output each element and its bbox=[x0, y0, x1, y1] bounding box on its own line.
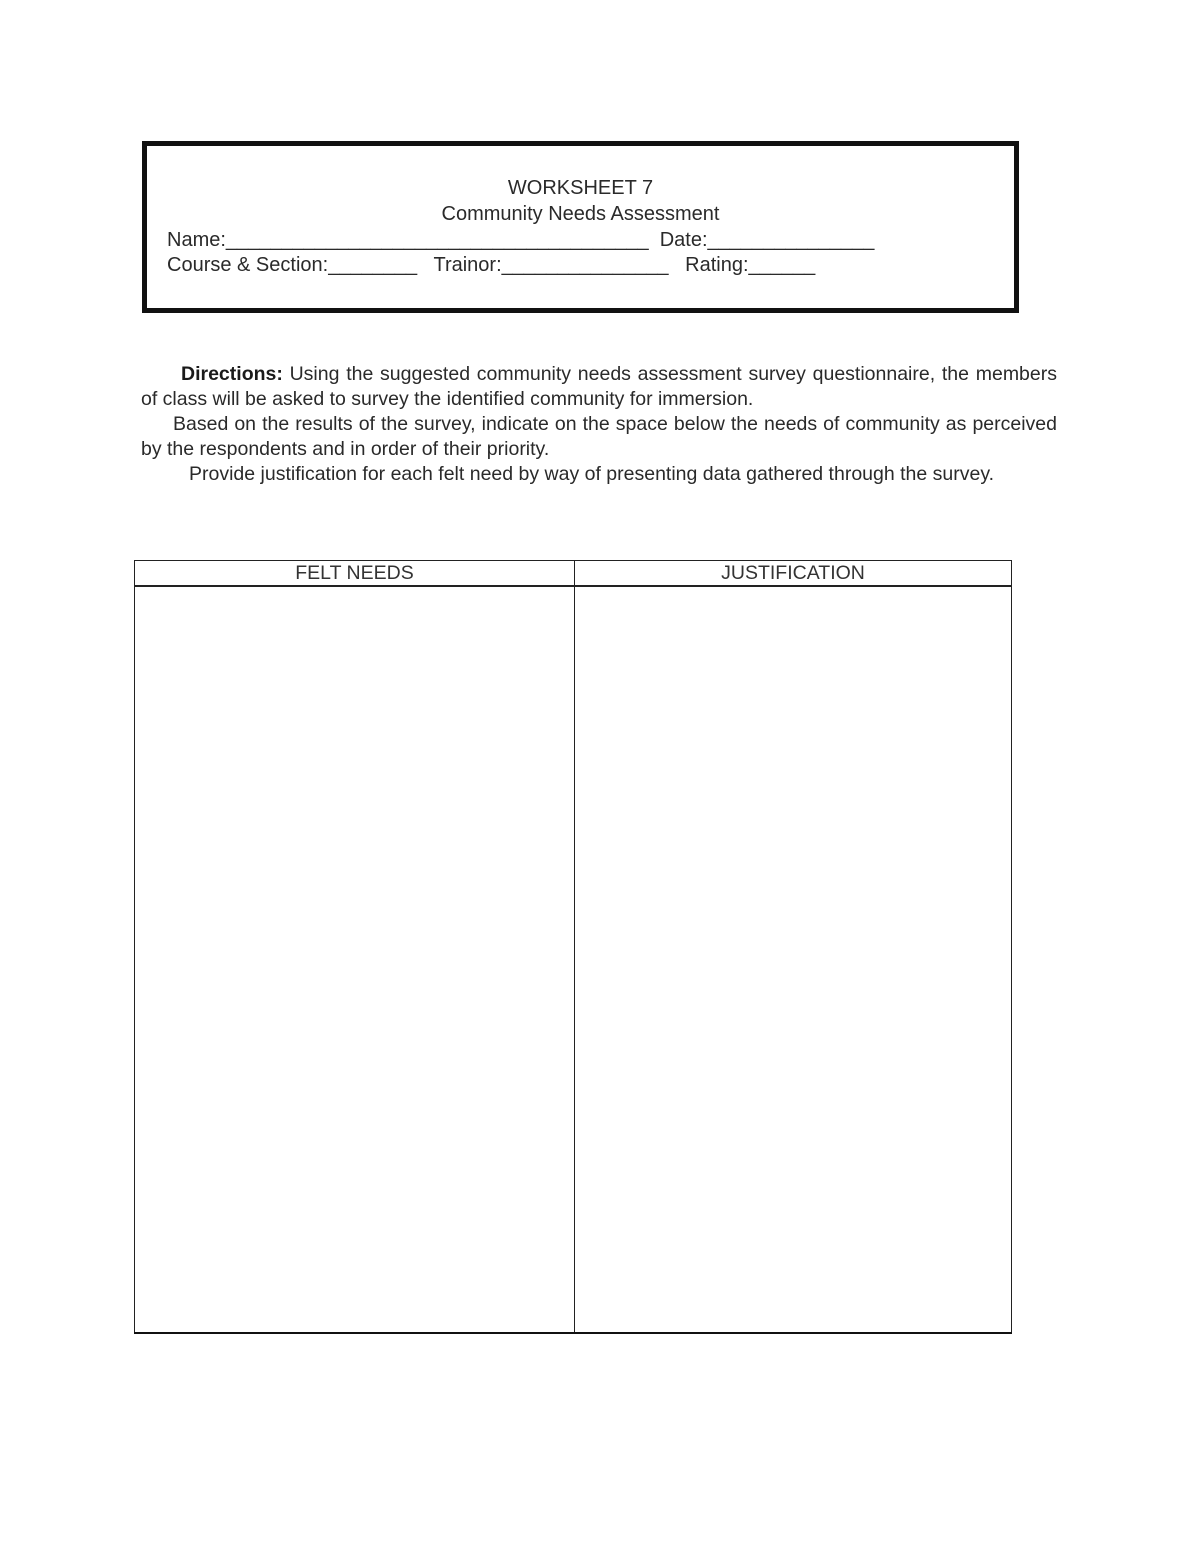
table-row bbox=[135, 586, 1012, 1333]
course-trainor-rating-line: Course & Section:________ Trainor:_______________ Rating:______ bbox=[167, 254, 816, 276]
justification-header: JUSTIFICATION bbox=[575, 561, 1012, 587]
justification-cell[interactable] bbox=[575, 586, 1012, 1333]
felt-needs-cell[interactable] bbox=[135, 586, 575, 1333]
felt-needs-table bbox=[134, 560, 1012, 1334]
directions-section bbox=[141, 362, 1057, 487]
table-header-row bbox=[135, 561, 1012, 587]
worksheet-subtitle: Community Needs Assessment bbox=[441, 203, 720, 225]
directions-paragraph-2: Based on the results of the survey, indicate on the space below the needs of community as perceived by the respondents and in order of their priority. bbox=[141, 413, 1057, 460]
name-date-line: Name:______________________________________ Date:_______________ bbox=[167, 229, 875, 251]
worksheet-header-box bbox=[142, 141, 1019, 313]
directions-paragraph-1 bbox=[141, 362, 1057, 412]
directions-text-1: Using the suggested community needs assessment survey questionnaire, the members of class will be asked to survey the identified community for immersion. bbox=[141, 363, 1057, 410]
directions-label: Directions: bbox=[181, 363, 283, 385]
worksheet-title: WORKSHEET 7 bbox=[507, 177, 654, 199]
directions-paragraph-3: Provide justification for each felt need by way of presenting data gathered through the survey. bbox=[189, 463, 995, 485]
felt-needs-header: FELT NEEDS bbox=[135, 561, 575, 587]
